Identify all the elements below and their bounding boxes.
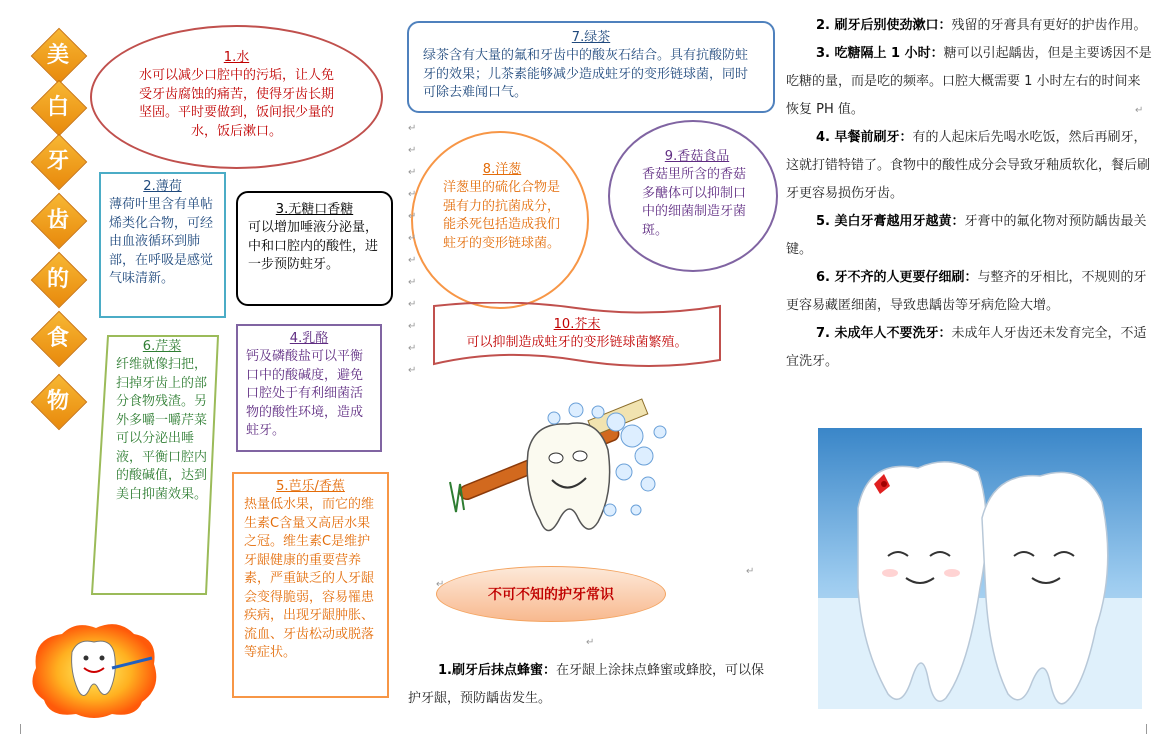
yogurt-text: 钙及磷酸盐可以平衡口中的酸碱度，避免口腔处于有利细菌活物的酸性环境，造成蛀牙。	[246, 349, 364, 439]
mint-box	[99, 172, 226, 318]
tip-5-head: 5. 美白牙膏越用牙越黄：	[816, 214, 965, 229]
tea-title: 7.绿茶	[571, 30, 611, 45]
celery-text: 纤维就像扫把，扫掉牙齿上的部分食物残渣。另外多嚼一嚼芹菜可以分泌出唾液，平衡口腔内的酸碱值，达到美白抑菌效果。	[116, 357, 208, 502]
title-diamond	[31, 28, 85, 82]
sun-tooth-illustration	[26, 618, 162, 720]
onion-title: 8.洋葱	[482, 162, 522, 177]
celery-title: 6.芹菜	[142, 339, 182, 354]
title-char: 的	[46, 266, 69, 292]
tip-5-text: 牙膏中的氟化物对预防龋齿最关键。	[786, 214, 1147, 257]
celery-frame	[90, 334, 220, 596]
tip-6	[786, 264, 1152, 320]
tooth-toothbrush-illustration	[448, 392, 680, 554]
mushroom-circle	[608, 120, 778, 272]
onion-circle	[411, 131, 589, 309]
title-char: 食	[46, 325, 69, 351]
onion-text: 洋葱里的硫化合物是强有力的抗菌成分，能杀死包括造成我们蛀牙的变形链球菌。	[443, 180, 561, 251]
tip-1-head: 1.刷牙后抹点蜂蜜：	[438, 663, 556, 678]
yogurt-title: 4.乳酪	[289, 331, 329, 346]
tip-2-head: 2. 刷牙后别使劲漱口：	[816, 18, 952, 33]
gum-text: 可以增加唾液分泌量，中和口腔内的酸性，进一步预防蛀牙。	[248, 220, 379, 273]
title-diamond	[31, 374, 85, 428]
paragraph-mark: ↵	[408, 145, 417, 156]
tip-3-head: 3. 吃糖隔上 1 小时：	[816, 46, 944, 61]
tip-1	[408, 657, 770, 713]
celery-box	[90, 334, 220, 596]
mushroom-text: 香菇里所含的香菇多醣体可以抑制口中的细菌制造牙菌斑。	[642, 167, 747, 238]
gum-box	[236, 191, 393, 306]
water-text: 水可以减少口腔中的污垢，让人免受牙齿腐蚀的痛苦，使得牙齿长期坚固。平时要做到，饭间抿少量的水，饭后漱口。	[138, 68, 334, 139]
crop-mark	[1146, 724, 1157, 734]
tea-box	[407, 21, 775, 113]
paragraph-mark: ↵	[408, 123, 417, 134]
title-diamond	[31, 252, 85, 306]
tip-7-head: 7. 未成年人不要洗牙：	[816, 326, 952, 341]
title-char: 齿	[46, 207, 69, 233]
title-char: 美	[46, 42, 69, 68]
title-diamond	[31, 311, 85, 365]
paragraph-mark: ↵	[408, 277, 417, 288]
paragraph-mark: ↵	[746, 566, 755, 577]
paragraph-mark: ↵	[408, 233, 417, 244]
banana-box	[232, 472, 389, 698]
paragraph-mark: ↵	[408, 211, 417, 222]
tip-3-text: 糖可以引起龋齿，但是主要诱因不是吃糖的量，而是吃的频率。口腔大概需要 1 小时左右的时间来恢复 PH 值。	[786, 46, 1152, 117]
mustard-box	[430, 302, 724, 374]
paragraph-mark: ↵	[408, 343, 417, 354]
tip-1-text: 在牙龈上涂抹点蜂蜜或蜂胶，可以保护牙龈，预防龋齿发生。	[408, 663, 764, 706]
tip-2	[786, 12, 1152, 40]
paragraph-mark: ↵	[586, 637, 595, 648]
title-diamond	[31, 193, 85, 247]
tips-banner-text: 不可不知的护牙常识	[488, 587, 614, 603]
tip-2-text: 残留的牙膏具有更好的护齿作用。	[951, 18, 1147, 33]
tip-7-text: 未成年人牙齿还未发育完全，不适宜洗牙。	[786, 326, 1147, 369]
tea-text: 绿茶含有大量的氟和牙齿中的酸灰石结合。具有抗酸防蛀牙的效果；儿茶素能够减少造成蛀牙的变形链球菌，同时可除去难闻口气。	[423, 48, 749, 101]
mint-title: 2.薄荷	[143, 179, 182, 194]
crop-mark	[10, 724, 21, 734]
tip-6-head: 6. 牙不齐的人更要仔细刷：	[816, 270, 978, 285]
tip-4-head: 4. 早餐前刷牙：	[816, 130, 913, 145]
paragraph-mark: ↵	[408, 255, 417, 266]
paragraph-mark: ↵	[408, 321, 417, 332]
paragraph-mark: ↵	[436, 579, 445, 590]
banana-text: 热量低水果，而它的维生素C含量又高居水果之冠。维生素C是维护牙龈健康的重要营养素，严重缺乏的人牙龈会变得脆弱，容易罹患疾病，出现牙龈肿胀、流血、牙齿松动或脱落等症状。	[244, 497, 375, 661]
paragraph-mark: ↵	[408, 167, 417, 178]
tip-6-text: 与整齐的牙相比，不规则的牙更容易藏匿细菌，导致患龋齿等牙病危险大增。	[786, 270, 1147, 313]
tip-5	[786, 208, 1152, 264]
mustard-text: 可以抑制造成蛀牙的变形链球菌繁殖。	[466, 335, 688, 351]
paragraph-mark: ↵	[408, 299, 417, 310]
water-ellipse	[90, 25, 383, 169]
two-teeth-illustration	[818, 428, 1142, 709]
mushroom-title: 9.香菇食品	[664, 149, 730, 164]
title-diamond	[31, 134, 85, 188]
gum-title: 3.无糖口香糖	[275, 202, 354, 217]
tip-3	[786, 40, 1152, 124]
tip-4-text: 有的人起床后先喝水吃饭，然后再刷牙，这就打错特错了。食物中的酸性成分会导致牙釉质软化，餐后刷牙更容易损伤牙齿。	[786, 130, 1151, 201]
tip-4	[786, 124, 1152, 208]
title-diamond	[31, 80, 85, 134]
paragraph-mark: ↵	[408, 189, 417, 200]
title-char: 物	[46, 388, 69, 414]
yogurt-box	[236, 324, 382, 452]
mustard-title: 10.芥末	[553, 317, 601, 332]
title-char: 牙	[46, 148, 69, 174]
paragraph-mark: ↵	[1135, 105, 1144, 116]
tips-banner	[436, 566, 666, 622]
mint-text: 薄荷叶里含有单帖烯类化合物，可经由血液循环到肺部，在呼吸是感觉气味清新。	[109, 197, 214, 287]
water-title: 1.水	[223, 50, 250, 65]
tip-7	[786, 320, 1152, 376]
title-char: 白	[46, 94, 69, 120]
tips-right-column	[786, 12, 1152, 376]
banana-title: 5.芭乐/香蕉	[276, 479, 345, 494]
paragraph-mark: ↵	[408, 365, 417, 376]
